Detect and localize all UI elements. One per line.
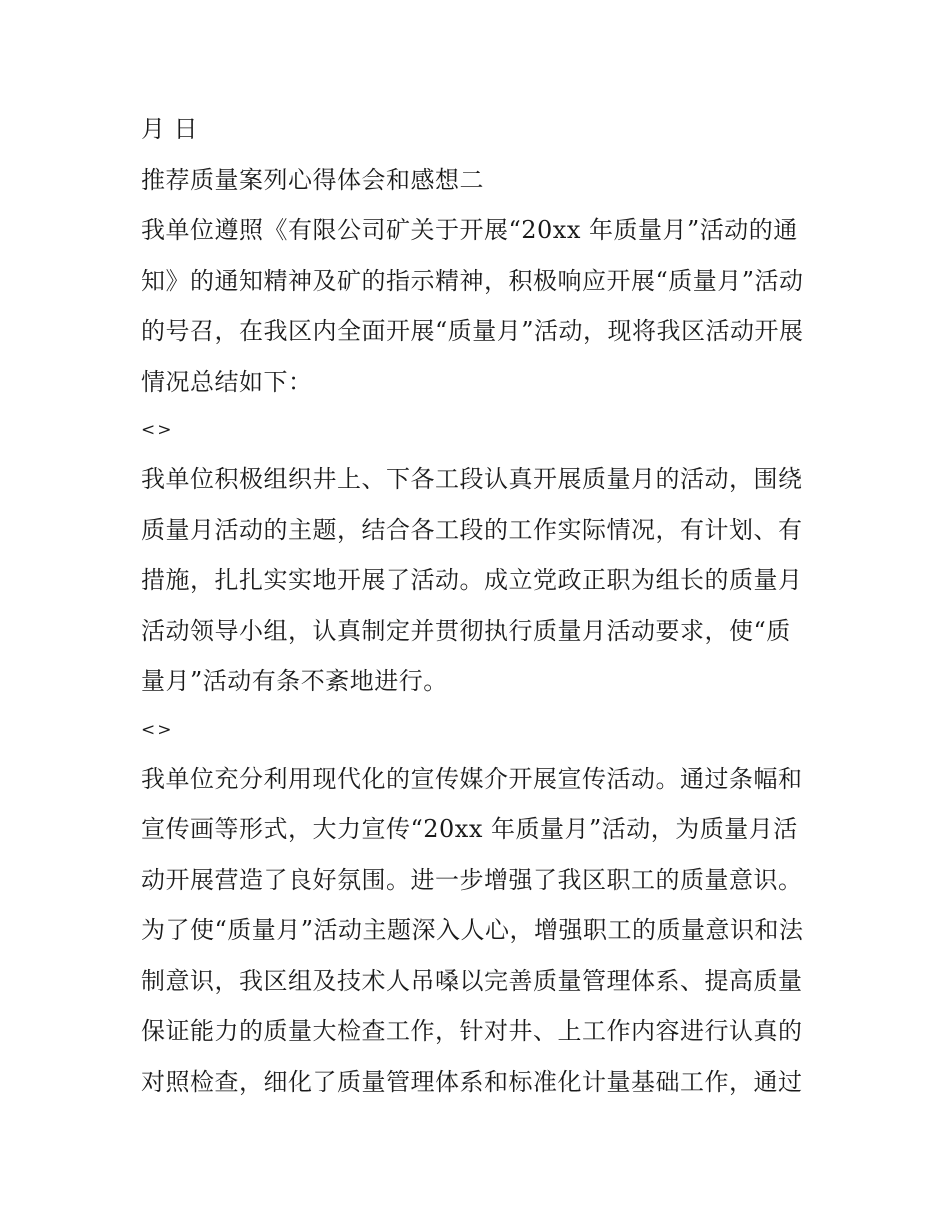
document-heading: 推荐质量案列心得体会和感想二 xyxy=(141,165,484,194)
paragraph-line: 保证能力的质量大检查工作，针对井、上工作内容进行认真的 xyxy=(141,1017,803,1045)
paragraph-line: 对照检查，细化了质量管理体系和标准化计量基础工作，通过 xyxy=(141,1067,803,1096)
paragraph-line: 我单位遵照《有限公司矿关于开展“20xx 年质量月”活动的通 xyxy=(141,216,798,244)
paragraph-line: 我单位积极组织井上、下各工段认真开展质量月的活动，围绕 xyxy=(141,465,803,493)
paragraph-line: 制意识，我区组及技术人吊嗓以完善质量管理体系、提高质量 xyxy=(141,966,803,995)
paragraph-line: 情况总结如下： xyxy=(141,367,313,396)
paragraph-line: 措施，扎扎实实地开展了活动。成立党政正职为组长的质量月 xyxy=(141,566,803,594)
paragraph-intro xyxy=(141,205,821,407)
date-line: 月 日 xyxy=(141,115,199,143)
paragraph-line: 为了使“质量月”活动主题深入人心，增强职工的质量意识和法 xyxy=(141,916,804,944)
paragraph-line: 活动领导小组，认真制定并贯彻执行质量月活动要求，使“质 xyxy=(141,616,791,645)
paragraph-line: 宣传画等形式，大力宣传“20xx 年质量月”活动，为质量月活 xyxy=(141,815,798,843)
document-body xyxy=(141,104,821,1107)
paragraph-line: 的号召，在我区内全面开展“质量月”活动，现将我区活动开展 xyxy=(141,317,804,345)
section-marker: <> xyxy=(141,420,174,440)
paragraph-line: 质量月活动的主题，结合各工段的工作实际情况，有计划、有 xyxy=(141,515,803,544)
paragraph-organization xyxy=(141,454,821,707)
section-marker: <> xyxy=(141,719,174,740)
paragraph-publicity xyxy=(141,754,821,1108)
paragraph-line: 我单位充分利用现代化的宣传媒介开展宣传活动。通过条幅和 xyxy=(141,764,803,793)
paragraph-line: 动开展营造了良好氛围。进一步增强了我区职工的质量意识。 xyxy=(141,865,803,894)
paragraph-line: 量月”活动有条不紊地进行。 xyxy=(141,667,448,695)
paragraph-line: 知》的通知精神及矿的指示精神，积极响应开展“质量月”活动 xyxy=(141,266,804,295)
